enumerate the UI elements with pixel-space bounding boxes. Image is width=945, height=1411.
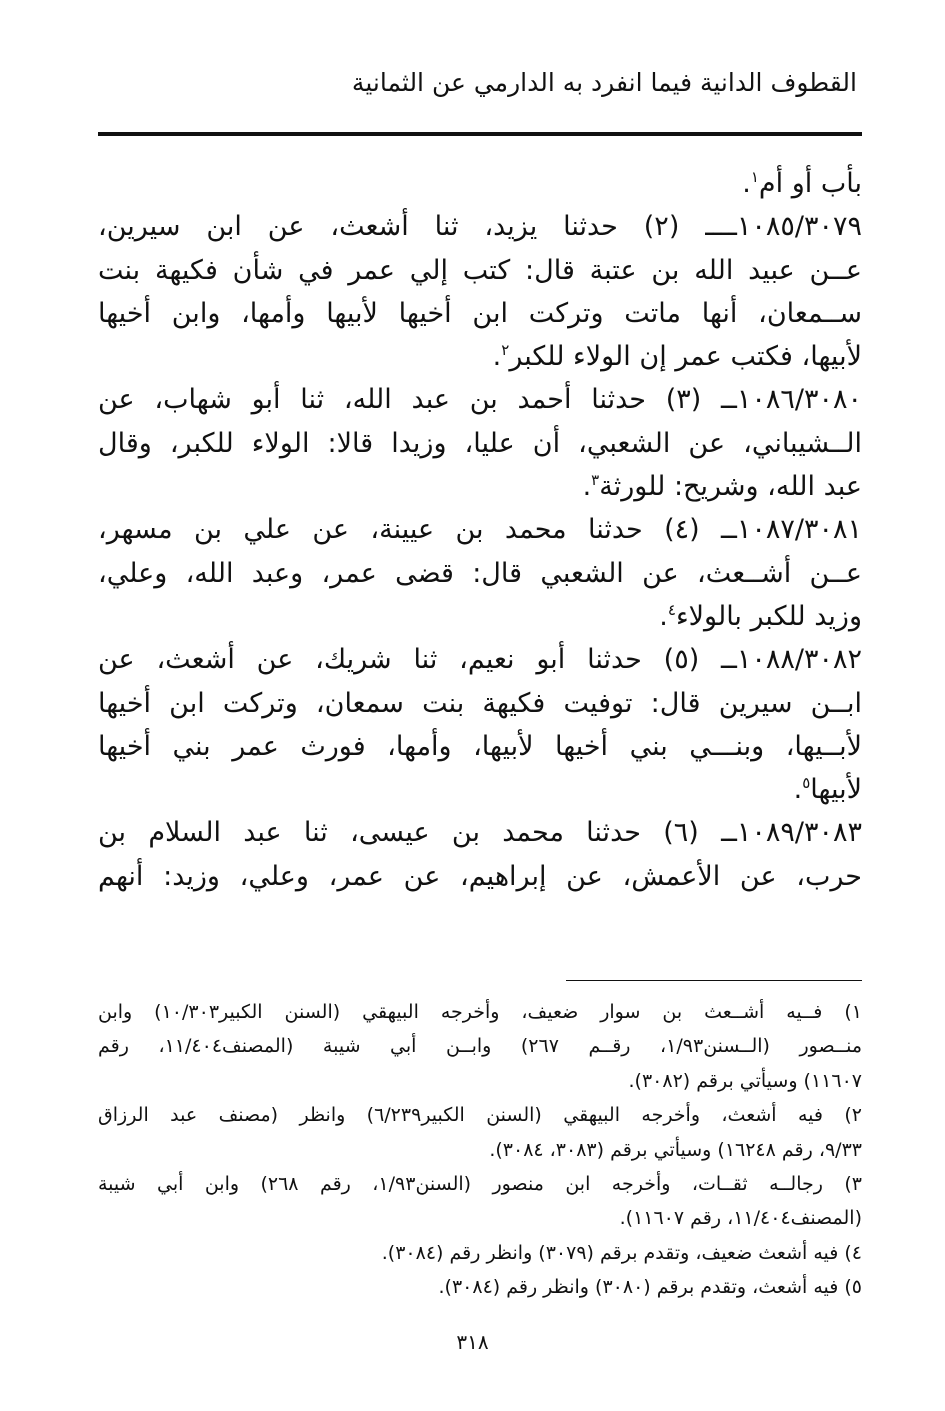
- footnote-line: منــصور (الــسنن١/٩٣، رقــم ٢٦٧) وابــن أبي شيبة (المصنف١١/٤٠٤، رقم: [98, 1035, 863, 1058]
- footnote-line: ١) فــيه أشــعث بن سوار ضعيف، وأخرجه البيهقي (السنن الكبير١٠/٣٠٣) وابن: [98, 1001, 862, 1023]
- footnote-separator: [566, 980, 862, 981]
- line-end-punctuation: .: [659, 600, 668, 632]
- footnote-line: (المصنف١١/٤٠٤، رقم ١١٦٠٧).: [619, 1207, 862, 1230]
- running-title: القطوف الدانية فيما انفرد به الدارمي عن الثمانية: [351, 68, 857, 97]
- footnote-line: ٣) رجالــه ثقــات، وأخرجه ابن منصور (السنن١/٩٣، رقم ٢٦٨) وابن أبي شيبة: [98, 1172, 862, 1195]
- body-line: [98, 638, 862, 681]
- body-line: [98, 725, 862, 768]
- body-line: [98, 249, 862, 292]
- line-end-punctuation: .: [582, 471, 592, 503]
- footnote-marker: ٣: [591, 471, 600, 490]
- body-line: [98, 552, 862, 595]
- body-line: [98, 465, 862, 508]
- footnote-line: ٩/٣٣، رقم ١٦٢٤٨) وسيأتي برقم (٣٠٨٣، ٣٠٨٤).: [489, 1138, 862, 1161]
- body-line-text: ابــن سيرين قال: توفيت فكيهة بنت سمعان، وتركت ابن أخيها: [98, 687, 862, 719]
- body-line: [98, 811, 862, 854]
- footnote-line: ٢) فيه أشعث، وأخرجه البيهقي (السنن الكبير٦/٢٣٩) وانظر (مصنف عبد الرزاق: [98, 1104, 862, 1127]
- body-line: [98, 378, 862, 421]
- footnote-line: ١١٦٠٧) وسيأتي برقم (٣٠٨٢).: [628, 1069, 862, 1092]
- footnote-line: ٤) فيه أشعث ضعيف، وتقدم برقم (٣٠٧٩) وانظر رقم (٣٠٨٤).: [381, 1241, 862, 1264]
- body-line-text: عــن عبيد الله بن عتبة قال: كتب إلي عمر في شأن فكيهة بنت: [98, 254, 862, 286]
- body-line-text: لأبــيها، وبنـــي بني أخيها لأبيها، وأمها، فورث عمر بني أخيها: [98, 730, 862, 762]
- footnote-marker: ٤: [667, 600, 676, 619]
- body-line: [98, 162, 862, 205]
- body-line: [98, 422, 862, 465]
- body-line-text: الــشيباني، عن الشعبي، أن عليا، وزيدا قالا: الولاء للكبر، وقال: [98, 427, 862, 459]
- footnote-marker: ٢: [501, 341, 510, 360]
- body-line-text: حرب، عن الأعمش، عن إبراهيم، عن عمر، وعلي، وزيد: أنهم: [98, 860, 862, 892]
- body-line: [98, 335, 862, 378]
- body-line-text: ١٠٨٨/٣٠٨٢ــ (٥) حدثنا أبو نعيم، ثنا شريك، عن أشعث، عن: [98, 644, 862, 676]
- footnote-marker: ١: [750, 168, 759, 186]
- body-line: [98, 292, 862, 335]
- page-number: ٣١٨: [456, 1330, 489, 1354]
- body-line-text: ١٠٨٦/٣٠٨٠ــ (٣) حدثنا أحمد بن عبد الله، ثنا أبو شهاب، عن: [98, 384, 862, 416]
- body-line: [98, 768, 862, 811]
- header-rule: [98, 132, 862, 136]
- body-line-text: لأبيها: [810, 774, 862, 806]
- body-line-text: ١٠٨٥/٣٠٧٩ــــ (٢) حدثنا يزيد، ثنا أشعث، عن ابن سيرين،: [98, 211, 863, 243]
- footnote-marker: ٥: [802, 774, 811, 793]
- body-line-text: ١٠٨٩/٣٠٨٣ــ (٦) حدثنا محمد بن عيسى، ثنا عبد السلام بن: [98, 817, 863, 849]
- footnote-line: ٥) فيه أشعث، وتقدم برقم (٣٠٨٠) وانظر رقم (٣٠٨٤).: [438, 1276, 862, 1299]
- line-end-punctuation: .: [492, 341, 502, 373]
- body-line-text: ١٠٨٧/٣٠٨١ــ (٤) حدثنا محمد بن عيينة، عن علي بن مسهر،: [98, 514, 862, 546]
- body-line-text: وزيد للكبر بالولاء: [675, 600, 862, 632]
- body-line: [98, 205, 862, 248]
- body-line-text: بأب أو أم: [758, 168, 862, 199]
- body-line-text: عــن أشــعث، عن الشعبي قال: قضى عمر، وعبد الله، وعلي،: [98, 557, 862, 589]
- body-line-text: لأبيها، فكتب عمر إن الولاء للكبر: [509, 341, 862, 373]
- line-end-punctuation: .: [793, 774, 803, 806]
- body-line-text: ســمعان، أنها ماتت وتركت ابن أخيها لأبيها وأمها، وابن أخيها: [98, 297, 862, 329]
- line-end-punctuation: .: [742, 168, 751, 199]
- body-text: [98, 162, 862, 898]
- body-line-text: عبد الله، وشريح: للورثة: [599, 471, 862, 503]
- footnotes: [98, 995, 862, 1305]
- body-line: [98, 682, 862, 725]
- body-line: [98, 508, 862, 551]
- body-line: [98, 595, 862, 638]
- body-line: [98, 855, 862, 898]
